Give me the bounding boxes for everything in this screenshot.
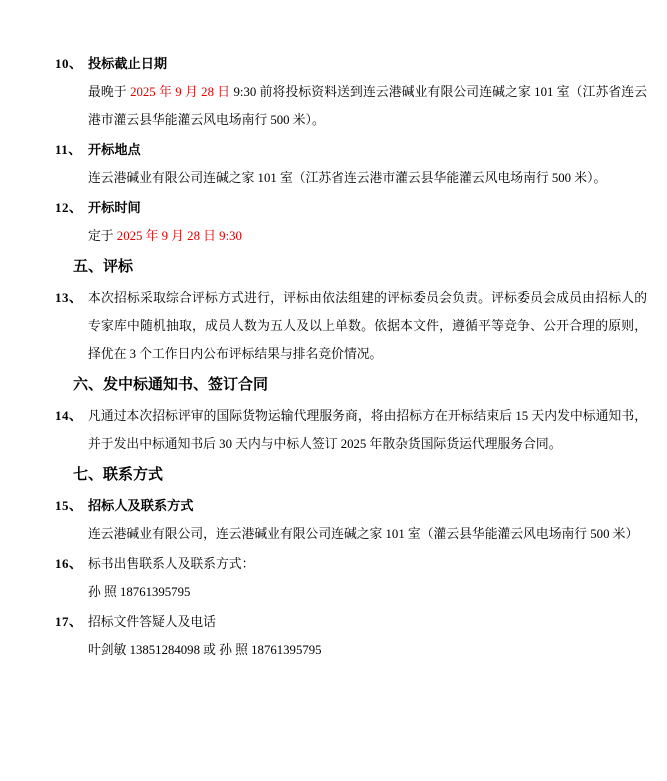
item-10-body-post: 9:30 前将投标资料送到连云港碱业有限公司连碱之家 101 室（江苏省连云港市灌云县华能灌云风电场南行 500 米）。 [88,85,647,127]
item-16-title: 标书出售联系人及联系方式： [88,557,255,571]
item-11-title: 开标地点 [88,142,141,157]
item-17-title: 招标文件答疑人及电话 [88,615,216,629]
item-13-row [55,284,647,368]
item-14-body: 凡通过本次招标评审的国际货物运输代理服务商，将由招标方在开标结束后 15 天内发中标通知书，并于发出中标通知书后 30 天内与中标人签订 2025 年散杂货国际货运代理服务合同。 [88,409,647,451]
item-12-body-pre: 定于 [88,229,117,243]
item-12-header [55,194,647,222]
item-16-header [55,550,647,578]
item-12-title: 开标时间 [88,200,141,215]
item-11-body: 连云港碱业有限公司连碱之家 101 室（江苏省连云港市灌云县华能灌云风电场南行 500 米）。 [88,171,607,185]
item-15-number: 15、 [55,498,83,513]
item-15-title: 招标人及联系方式 [88,498,194,513]
item-13-body: 本次招标采取综合评标方式进行，评标由依法组建的评标委员会负责。评标委员会成员由招标人的专家库中随机抽取，成员人数为五人及以上单数。依据本文件，遵循平等竞争、公开合理的原则，择优在 3 个工作日内公布评标结果与排名竞价情况。 [88,291,647,361]
item-12-opening-datetime: 2025 年 9 月 28 日 9:30 [116,229,242,243]
item-16-contact: 孙 照 18761395795 [88,585,191,599]
item-10-deadline-date: 2025 年 9 月 28 日 [130,85,231,99]
section-6-heading: 六、发中标通知书、签订合同 [73,377,269,393]
item-10-body [88,78,647,134]
item-17-contact: 叶剑敏 13851284098 或 孙 照 18761395795 [88,643,322,657]
item-17-header [55,608,647,636]
item-10-number: 10、 [55,56,83,71]
item-15-header [55,492,647,520]
item-10-body-pre: 最晚于 [88,85,131,99]
item-11-number: 11、 [55,142,82,157]
item-17-number: 17、 [55,614,83,629]
item-10-header [55,50,647,78]
item-14-number: 14、 [55,408,83,423]
item-12-body [88,222,647,250]
item-14-row [55,402,647,458]
item-12-number: 12、 [55,200,83,215]
item-15-body: 连云港碱业有限公司，连云港碱业有限公司连碱之家 101 室（灌云县华能灌云风电场南行 500 米） [88,527,639,541]
section-7-heading: 七、联系方式 [73,467,164,483]
section-5-heading: 五、评标 [73,259,134,275]
item-13-number: 13、 [55,290,83,305]
item-16-number: 16、 [55,556,83,571]
item-10-title: 投标截止日期 [88,56,168,71]
item-11-header [55,136,647,164]
